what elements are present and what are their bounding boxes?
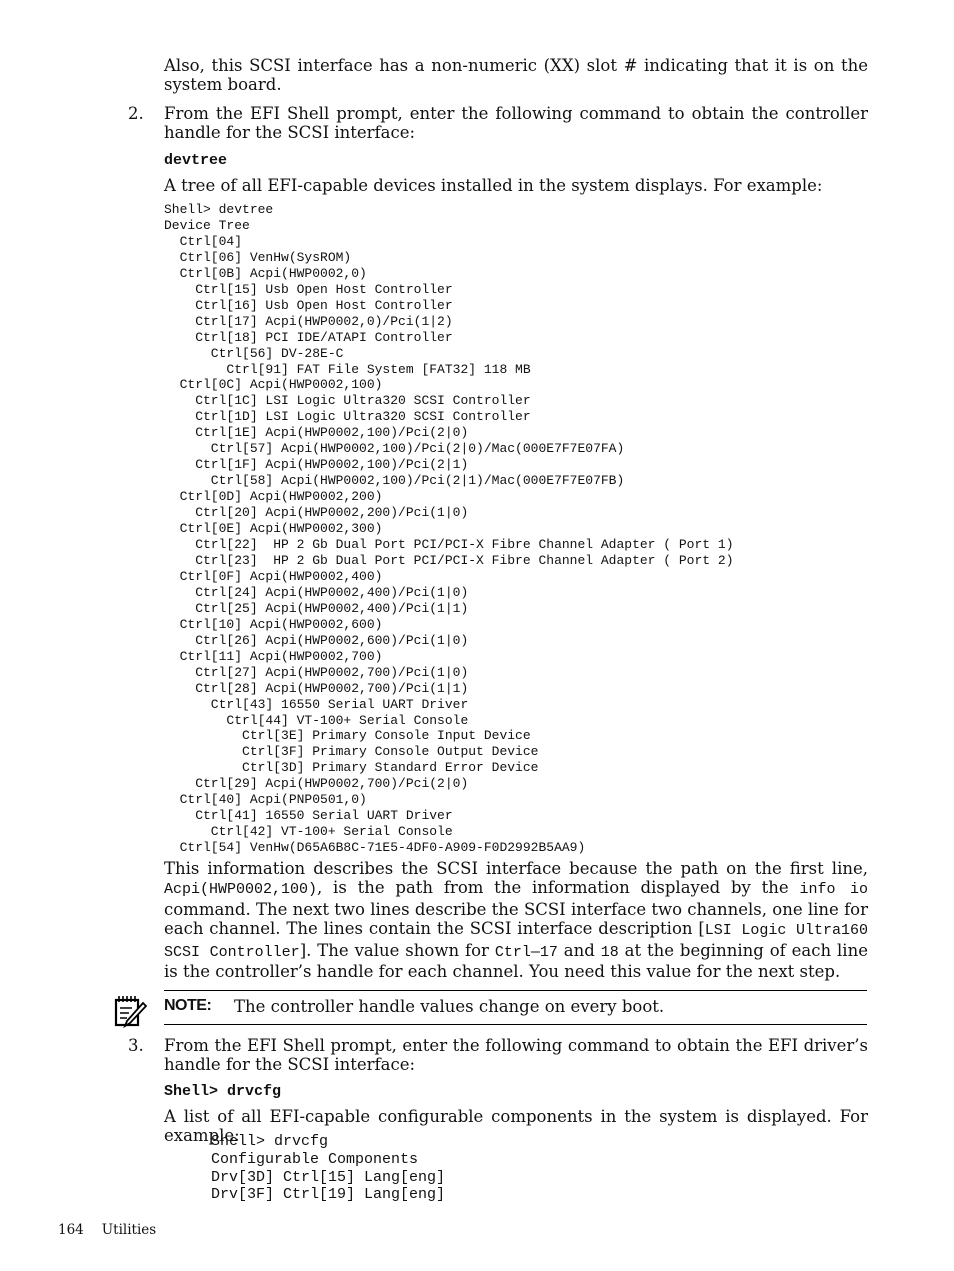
drvcfg-description: A list of all EFI-capable configurable components in the system is displayed. For example: xyxy=(164,1107,868,1145)
code-line: Ctrl[25] Acpi(HWP0002,400)/Pci(1|1) xyxy=(164,600,469,616)
inline-code: 18 xyxy=(600,943,619,961)
explanation-text: and xyxy=(557,940,601,960)
step-3-number: 3. xyxy=(128,1036,144,1055)
code-line: Ctrl[16] Usb Open Host Controller xyxy=(164,297,453,313)
step-3-text: From the EFI Shell prompt, enter the following command to obtain the EFI driver’s handle for the SCSI interface: xyxy=(164,1036,868,1074)
code-line: Ctrl[04] xyxy=(164,233,243,249)
code-line: Ctrl[0D] Acpi(HWP0002,200) xyxy=(164,489,383,505)
code-line: Ctrl[24] Acpi(HWP0002,400)/Pci(1|0) xyxy=(164,584,469,600)
drvcfg-command: Shell> drvcfg xyxy=(164,1083,282,1100)
note-icon xyxy=(113,994,147,1028)
code-line: Ctrl[41] 16550 Serial UART Driver xyxy=(164,808,453,824)
code-line: Ctrl[22] HP 2 Gb Dual Port PCI/PCI-X Fibre Channel Adapter ( Port 1) xyxy=(164,537,734,553)
drvcfg-output xyxy=(211,1133,445,1204)
code-line: Ctrl[10] Acpi(HWP0002,600) xyxy=(164,616,383,632)
code-line: Ctrl[18] PCI IDE/ATAPI Controller xyxy=(164,329,453,345)
code-line: Ctrl[1F] Acpi(HWP0002,100)/Pci(2|1) xyxy=(164,457,469,473)
code-line: Configurable Components xyxy=(211,1150,419,1168)
code-line: Ctrl[23] HP 2 Gb Dual Port PCI/PCI-X Fibre Channel Adapter ( Port 2) xyxy=(164,552,734,568)
page-footer xyxy=(58,1222,174,1238)
devtree-command: devtree xyxy=(164,152,228,169)
section-name: Utilities xyxy=(101,1222,157,1238)
code-line: Ctrl[0F] Acpi(HWP0002,400) xyxy=(164,568,383,584)
explanation-text: at the beginning of each line is the controller’s handle for each channel. You need this value for the next step. xyxy=(164,940,868,982)
code-line: Shell> devtree xyxy=(164,202,274,217)
intro-paragraph: Also, this SCSI interface has a non-numeric (XX) slot # indicating that it is on the system board. xyxy=(164,56,868,94)
code-line: Ctrl[57] Acpi(HWP0002,100)/Pci(2|0)/Mac(000E7F7E07FA) xyxy=(164,441,625,457)
code-line: Shell> drvcfg xyxy=(211,1133,329,1150)
code-line: Ctrl[44] VT-100+ Serial Console xyxy=(164,712,469,728)
code-line: Ctrl[3F] Primary Console Output Device xyxy=(164,744,539,760)
code-line: Ctrl[0B] Acpi(HWP0002,0) xyxy=(164,265,367,281)
code-line: Ctrl[1C] LSI Logic Ultra320 SCSI Controller xyxy=(164,393,531,409)
inline-code: LSI Logic Ultra160 SCSI Controller xyxy=(164,922,869,961)
explanation-text: , is the path from the information displayed by the xyxy=(317,878,800,898)
code-line: Ctrl[42] VT-100+ Serial Console xyxy=(164,824,453,840)
inline-code: Ctrl—17 xyxy=(494,943,558,961)
step-2-text: From the EFI Shell prompt, enter the following command to obtain the controller handle for the SCSI interface: xyxy=(164,104,868,142)
explanation-text: command. The next two lines describe the SCSI interface two channels, one line for each channel. The lines contain the SCSI interface description [ xyxy=(164,899,868,939)
code-line: Ctrl[17] Acpi(HWP0002,0)/Pci(1|2) xyxy=(164,313,453,329)
explanation-paragraph xyxy=(164,859,868,981)
code-line: Ctrl[27] Acpi(HWP0002,700)/Pci(1|0) xyxy=(164,664,469,680)
code-line: Drv[3D] Ctrl[15] Lang[eng] xyxy=(211,1168,446,1186)
code-line: Ctrl[20] Acpi(HWP0002,200)/Pci(1|0) xyxy=(164,505,469,521)
code-line: Device Tree xyxy=(164,217,250,233)
code-line: Ctrl[0C] Acpi(HWP0002,100) xyxy=(164,377,383,393)
code-line: Ctrl[1D] LSI Logic Ultra320 SCSI Controller xyxy=(164,409,531,425)
code-line: Ctrl[54] VenHw(D65A6B8C-71E5-4DF0-A909-F0D2992B5AA9) xyxy=(164,840,586,856)
explanation-text: This information describes the SCSI interface because the path on the first line, xyxy=(164,859,868,878)
note-bottom-rule xyxy=(164,1024,867,1025)
code-line: Ctrl[43] 16550 Serial UART Driver xyxy=(164,696,469,712)
code-line: Drv[3F] Ctrl[19] Lang[eng] xyxy=(211,1186,446,1204)
note-label: NOTE: xyxy=(164,997,212,1014)
code-line: Ctrl[28] Acpi(HWP0002,700)/Pci(1|1) xyxy=(164,680,469,696)
note-top-rule xyxy=(164,990,867,991)
devtree-description: A tree of all EFI-capable devices installed in the system displays. For example: xyxy=(164,176,823,195)
code-line: Ctrl[1E] Acpi(HWP0002,100)/Pci(2|0) xyxy=(164,425,469,441)
code-line: Ctrl[06] VenHw(SysROM) xyxy=(164,249,352,265)
code-line: Ctrl[40] Acpi(PNP0501,0) xyxy=(164,792,367,808)
code-line: Ctrl[91] FAT File System [FAT32] 118 MB xyxy=(164,361,531,377)
code-line: Ctrl[15] Usb Open Host Controller xyxy=(164,281,453,297)
code-line: Ctrl[11] Acpi(HWP0002,700) xyxy=(164,648,383,664)
code-line: Ctrl[58] Acpi(HWP0002,100)/Pci(2|1)/Mac(000E7F7E07FB) xyxy=(164,473,625,489)
code-line: Ctrl[26] Acpi(HWP0002,600)/Pci(1|0) xyxy=(164,632,469,648)
note-text: The controller handle values change on every boot. xyxy=(234,997,665,1016)
explanation-text: ]. The value shown for xyxy=(299,940,495,960)
code-line: Ctrl[0E] Acpi(HWP0002,300) xyxy=(164,521,383,537)
inline-code: Acpi(HWP0002,100) xyxy=(164,881,318,899)
devtree-output xyxy=(164,202,734,856)
code-line: Ctrl[3E] Primary Console Input Device xyxy=(164,728,531,744)
code-line: Ctrl[3D] Primary Standard Error Device xyxy=(164,760,539,776)
step-2-number: 2. xyxy=(128,104,144,123)
code-line: Ctrl[29] Acpi(HWP0002,700)/Pci(2|0) xyxy=(164,776,469,792)
inline-code: info io xyxy=(799,881,868,899)
code-line: Ctrl[56] DV-28E-C xyxy=(164,345,344,361)
page-number: 164 xyxy=(58,1222,84,1238)
